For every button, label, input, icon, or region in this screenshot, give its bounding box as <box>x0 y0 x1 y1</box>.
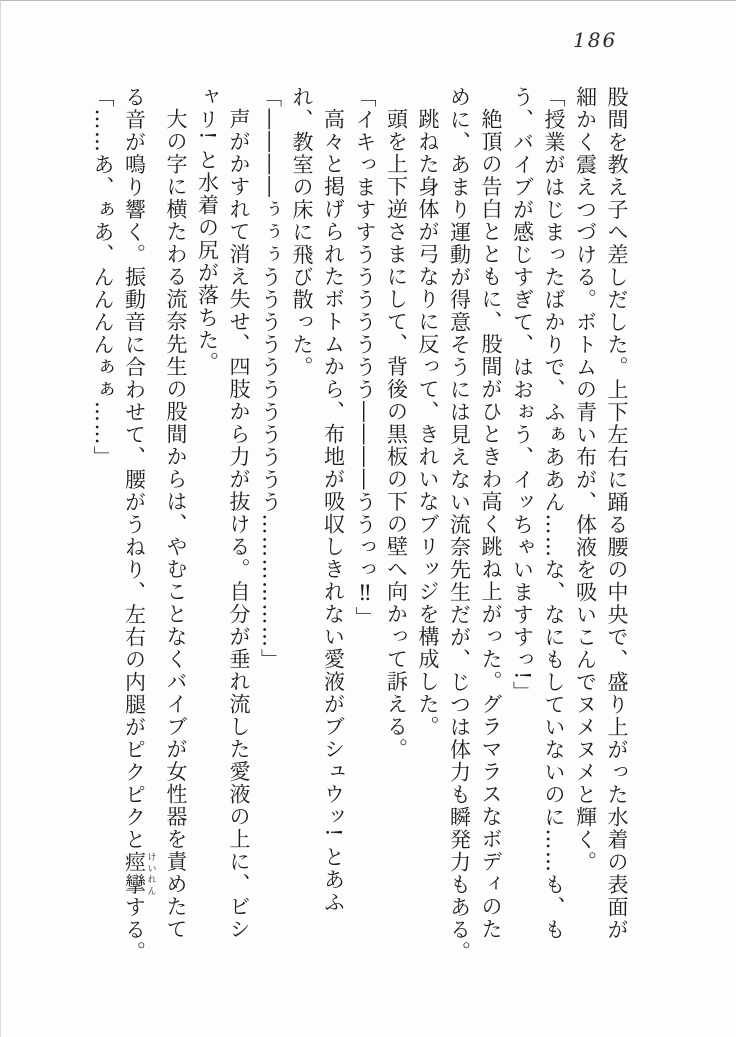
text-column-3: 「授業がはじまったばかりで、ふぁああん……な、なにもしていないのに……も、も <box>542 86 566 941</box>
page-number: 186 <box>573 28 618 52</box>
text-column-5: 絶頂の告白とともに、股間がひときわ高く跳ね上がった。グラマラスなボディのた <box>479 108 503 941</box>
text-column-10: 高々と掲げられたボトムから、布地が吸収しきれない愛液がブシュウッ! とあふ <box>321 108 346 914</box>
text-column-16: る音が鳴り響く。振動音に合わせて、腰がうねり、左右の内腿がピクピクと痙攣 けいれんする。 <box>122 86 156 964</box>
body-text <box>83 86 629 1004</box>
text-column-14: ャリ! と水着の尻が落ちた。 <box>195 86 220 375</box>
text-column-6: めに、あまり運動が得意そうには見えない流奈先生だが、じつは体力も瞬発力もある。 <box>447 86 472 964</box>
furigana-ruby: 痙攣 けいれん <box>122 851 156 896</box>
text-column-15: 大の字に横たわる流奈先生の股間からは、やむことなくバイブが女性器を責めたて <box>164 108 188 941</box>
text-column-12: 「――――ぅぅぅううううううううううう………………」 <box>258 86 283 671</box>
text-column-8: 頭を上下逆さまにして、背後の黒板の下の壁へ向かって訴える。 <box>384 108 409 761</box>
text-column-13: 声がかすれて消え失せ、四肢から力が抜ける。自分が垂れ流した愛液の上に、ビシ <box>227 108 251 941</box>
text-column-4: う、バイブが感じすぎて、はおぉう、イッちゃいますすっ!」 <box>510 86 535 704</box>
text-column-17: 「……あ、ぁあ、んんんんぁぁ……」 <box>91 86 115 469</box>
text-column-11: れ、教室の床に飛び散った。 <box>290 86 314 379</box>
text-column-2: 細かく震えつづける。ボトムの青い布が、体液を吸いこんでヌメヌメと輝く。 <box>573 86 598 874</box>
text-column-7: 跳ねた身体が弓なりに反って、きれいなブリッジを構成した。 <box>416 108 440 738</box>
text-column-9: 「イキっますすううううううう――――ううっっ‼」 <box>353 86 377 629</box>
text-column-1: 股間を教え子へ差しだした。上下左右に踊る腰の中央で、盛り上がった水着の表面が <box>605 86 629 941</box>
